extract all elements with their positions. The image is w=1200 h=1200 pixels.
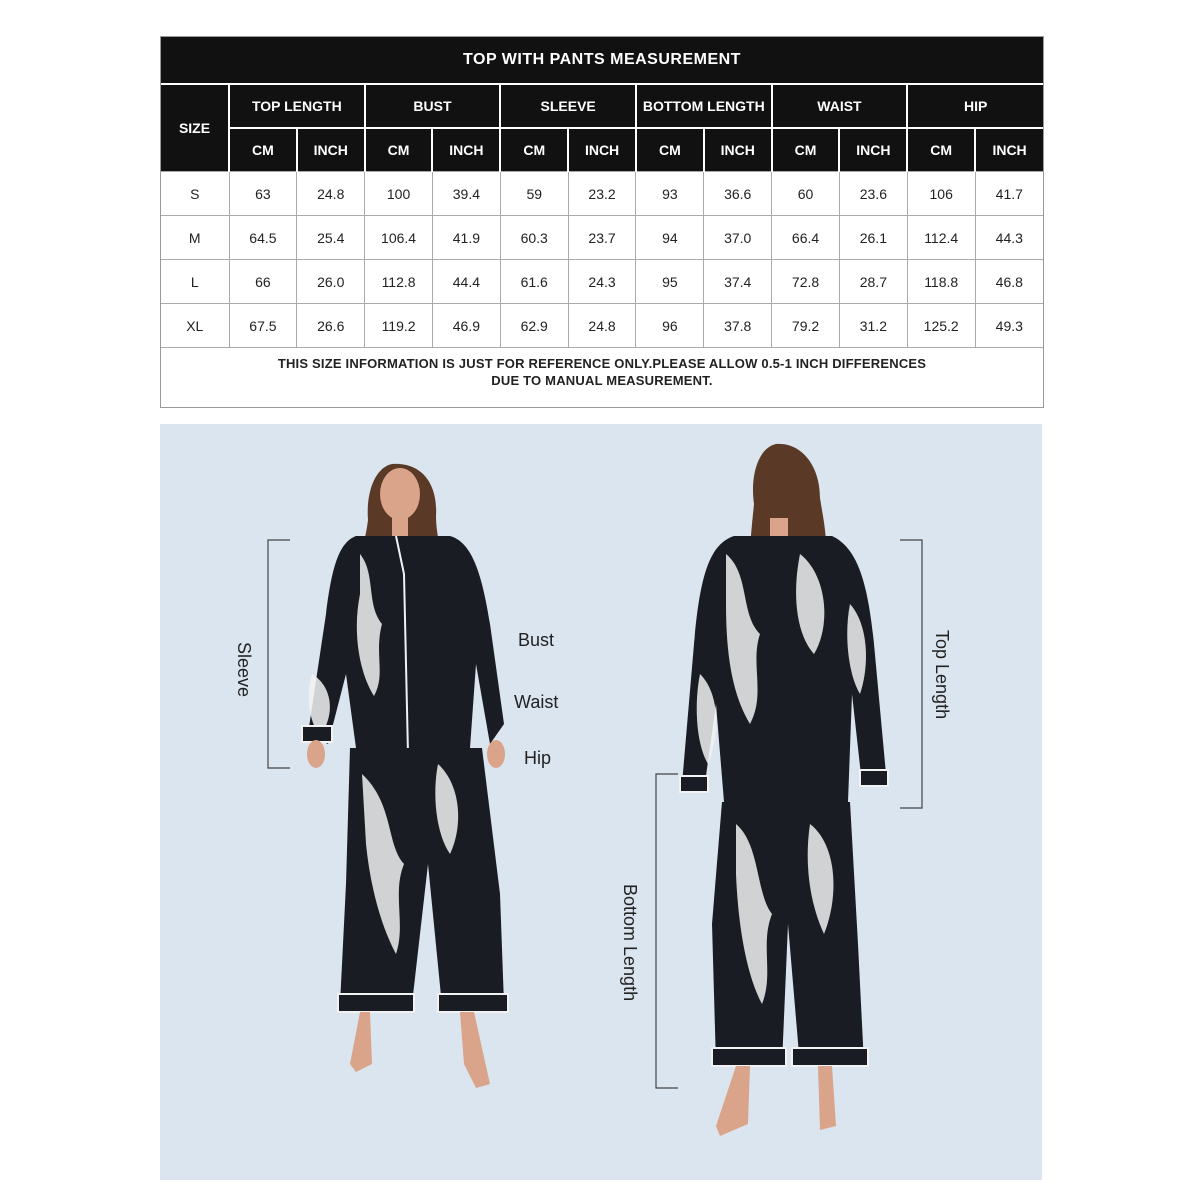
note-line-1: THIS SIZE INFORMATION IS JUST FOR REFERENCE ONLY.PLEASE ALLOW 0.5-1 INCH DIFFERENCES: [277, 356, 927, 371]
measurement-cell: 59: [500, 172, 568, 216]
measurement-table: [161, 37, 1043, 396]
unit-header: CM: [500, 128, 568, 172]
column-group-header: WAIST: [772, 84, 908, 128]
table-row: [161, 172, 1043, 216]
measurement-cell: 25.4: [297, 216, 365, 260]
measurement-cell: 66: [229, 260, 297, 304]
size-cell: S: [161, 172, 229, 216]
measurement-cell: 31.2: [839, 304, 907, 348]
table-row: [161, 260, 1043, 304]
measurement-cell: 95: [636, 260, 704, 304]
unit-header: INCH: [975, 128, 1043, 172]
measurement-cell: 41.7: [975, 172, 1043, 216]
column-group-header: TOP LENGTH: [229, 84, 365, 128]
column-group-header: BOTTOM LENGTH: [636, 84, 772, 128]
top-length-bracket: [900, 540, 922, 808]
measurement-cell: 96: [636, 304, 704, 348]
unit-header: INCH: [568, 128, 636, 172]
measurement-cell: 118.8: [907, 260, 975, 304]
measurement-cell: 112.8: [365, 260, 433, 304]
table-row: [161, 216, 1043, 260]
measurement-cell: 26.0: [297, 260, 365, 304]
measurement-cell: 23.6: [839, 172, 907, 216]
measurement-cell: 100: [365, 172, 433, 216]
measurement-cell: 119.2: [365, 304, 433, 348]
table-row: [161, 304, 1043, 348]
measurement-cell: 106.4: [365, 216, 433, 260]
sleeve-bracket: [268, 540, 290, 768]
unit-header: CM: [636, 128, 704, 172]
measurement-cell: 24.8: [568, 304, 636, 348]
waist-label: Waist: [514, 692, 559, 712]
unit-header: INCH: [839, 128, 907, 172]
measurement-cell: 41.9: [432, 216, 500, 260]
measurement-cell: 60: [772, 172, 840, 216]
hip-label: Hip: [524, 748, 552, 768]
measurement-cell: 28.7: [839, 260, 907, 304]
measurement-cell: 37.8: [704, 304, 772, 348]
model-measurement-illustration: [160, 424, 1042, 1180]
size-cell: M: [161, 216, 229, 260]
models-drawing: [160, 424, 1042, 1180]
back-view-model: [680, 444, 888, 1136]
column-group-header: HIP: [907, 84, 1043, 128]
column-group-header: BUST: [365, 84, 501, 128]
measurement-cell: 44.3: [975, 216, 1043, 260]
measurement-cell: 94: [636, 216, 704, 260]
size-cell: L: [161, 260, 229, 304]
sleeve-label: Sleeve: [234, 642, 254, 698]
measurement-cell: 67.5: [229, 304, 297, 348]
measurement-cell: 24.8: [297, 172, 365, 216]
measurement-cell: 46.8: [975, 260, 1043, 304]
measurement-cell: 37.4: [704, 260, 772, 304]
unit-header: INCH: [297, 128, 365, 172]
top-length-label: Top Length: [932, 630, 952, 720]
measurement-cell: 24.3: [568, 260, 636, 304]
unit-header: CM: [229, 128, 297, 172]
measurement-cell: 26.1: [839, 216, 907, 260]
unit-header: CM: [772, 128, 840, 172]
measurement-cell: 79.2: [772, 304, 840, 348]
size-cell: XL: [161, 304, 229, 348]
measurement-cell: 23.7: [568, 216, 636, 260]
measurement-cell: 93: [636, 172, 704, 216]
unit-header: CM: [907, 128, 975, 172]
table-title: TOP WITH PANTS MEASUREMENT: [161, 37, 1043, 84]
column-group-header: SLEEVE: [500, 84, 636, 128]
measurement-cell: 62.9: [500, 304, 568, 348]
unit-header: CM: [365, 128, 433, 172]
measurement-cell: 23.2: [568, 172, 636, 216]
measurement-cell: 26.6: [297, 304, 365, 348]
bottom-length-bracket: [656, 774, 678, 1088]
unit-header: INCH: [704, 128, 772, 172]
measurement-cell: 49.3: [975, 304, 1043, 348]
size-chart-table: [160, 36, 1044, 408]
measurement-cell: 106: [907, 172, 975, 216]
measurement-cell: 72.8: [772, 260, 840, 304]
note-line-2: DUE TO MANUAL MEASUREMENT.: [491, 373, 713, 388]
size-disclaimer-note: [161, 348, 1043, 397]
measurement-cell: 44.4: [432, 260, 500, 304]
measurement-cell: 46.9: [432, 304, 500, 348]
measurement-cell: 112.4: [907, 216, 975, 260]
measurement-cell: 39.4: [432, 172, 500, 216]
measurement-cell: 60.3: [500, 216, 568, 260]
unit-header: INCH: [432, 128, 500, 172]
bust-label: Bust: [518, 630, 555, 650]
measurement-cell: 63: [229, 172, 297, 216]
measurement-cell: 36.6: [704, 172, 772, 216]
size-column-header: SIZE: [161, 84, 229, 172]
measurement-cell: 61.6: [500, 260, 568, 304]
measurement-cell: 37.0: [704, 216, 772, 260]
bottom-length-label: Bottom Length: [620, 884, 640, 1002]
measurement-cell: 64.5: [229, 216, 297, 260]
measurement-cell: 66.4: [772, 216, 840, 260]
measurement-cell: 125.2: [907, 304, 975, 348]
front-view-model: [302, 464, 508, 1088]
